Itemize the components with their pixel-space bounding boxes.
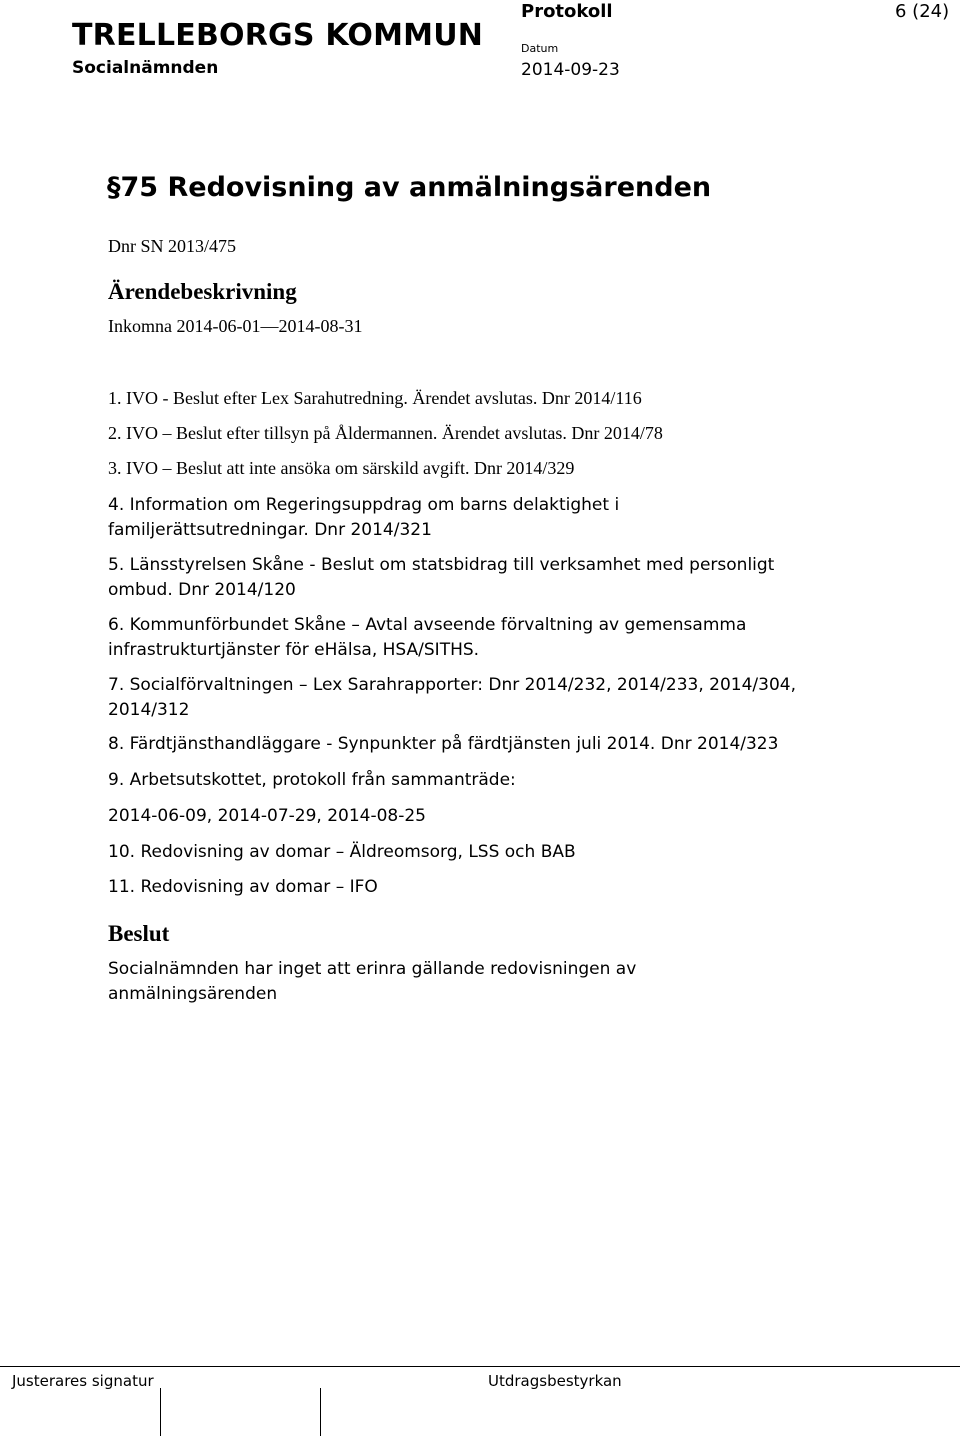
signature-box-divider-1 <box>160 1388 161 1436</box>
date-value: 2014-09-23 <box>521 60 620 80</box>
organization-name: TRELLEBORGS KOMMUN <box>72 18 484 53</box>
list-item-2: 2. IVO – Beslut efter tillsyn på Åldermannen. Ärendet avslutas. Dnr 2014/78 <box>108 423 663 443</box>
list-item-9: 9. Arbetsutskottet, protokoll från sammanträde: <box>108 770 516 790</box>
list-item-5: 5. Länsstyrelsen Skåne - Beslut om statsbidrag till verksamhet med personligt ombud. Dnr 2014/120 <box>108 555 775 600</box>
decision-text: Socialnämnden har inget att erinra gällande redovisningen av anmälningsärenden <box>108 959 637 1004</box>
period-line: Inkomna 2014-06-01—2014-08-31 <box>108 316 363 336</box>
document-type: Protokoll <box>521 1 613 22</box>
list-item-6: 6. Kommunförbundet Skåne – Avtal avseende förvaltning av gemensamma infrastrukturtjänster för eHälsa, HSA/SITHS. <box>108 615 747 660</box>
decision-heading: Beslut <box>108 921 170 946</box>
signature-box-divider-2 <box>320 1388 321 1436</box>
list-item-1: 1. IVO - Beslut efter Lex Sarahutredning. Ärendet avslutas. Dnr 2014/116 <box>108 388 642 408</box>
list-item-9-dates: 2014-06-09, 2014-07-29, 2014-08-25 <box>108 806 427 826</box>
footer-rule <box>0 1366 960 1367</box>
case-number: Dnr SN 2013/475 <box>108 236 237 256</box>
list-item-11: 11. Redovisning av domar – IFO <box>108 877 378 897</box>
list-item-8: 8. Färdtjänsthandläggare - Synpunkter på färdtjänsten juli 2014. Dnr 2014/323 <box>108 734 779 754</box>
section-title: §75 Redovisning av anmälningsärenden <box>107 172 712 203</box>
signature-label: Justerares signatur <box>12 1372 154 1390</box>
list-item-4: 4. Information om Regeringsuppdrag om barns delaktighet i familjerättsutredningar. Dnr 2014/321 <box>108 495 620 540</box>
date-label: Datum <box>521 42 559 55</box>
list-item-10: 10. Redovisning av domar – Äldreomsorg, LSS och BAB <box>108 842 576 862</box>
list-item-3: 3. IVO – Beslut att inte ansöka om särskild avgift. Dnr 2014/329 <box>108 458 575 478</box>
extract-label: Utdragsbestyrkan <box>488 1372 622 1390</box>
list-item-7: 7. Socialförvaltningen – Lex Sarahrapporter: Dnr 2014/232, 2014/233, 2014/304, 2014/312 <box>108 675 796 720</box>
case-description-heading: Ärendebeskrivning <box>108 279 297 304</box>
page-number: 6 (24) <box>895 1 950 22</box>
department-name: Socialnämnden <box>72 58 219 78</box>
